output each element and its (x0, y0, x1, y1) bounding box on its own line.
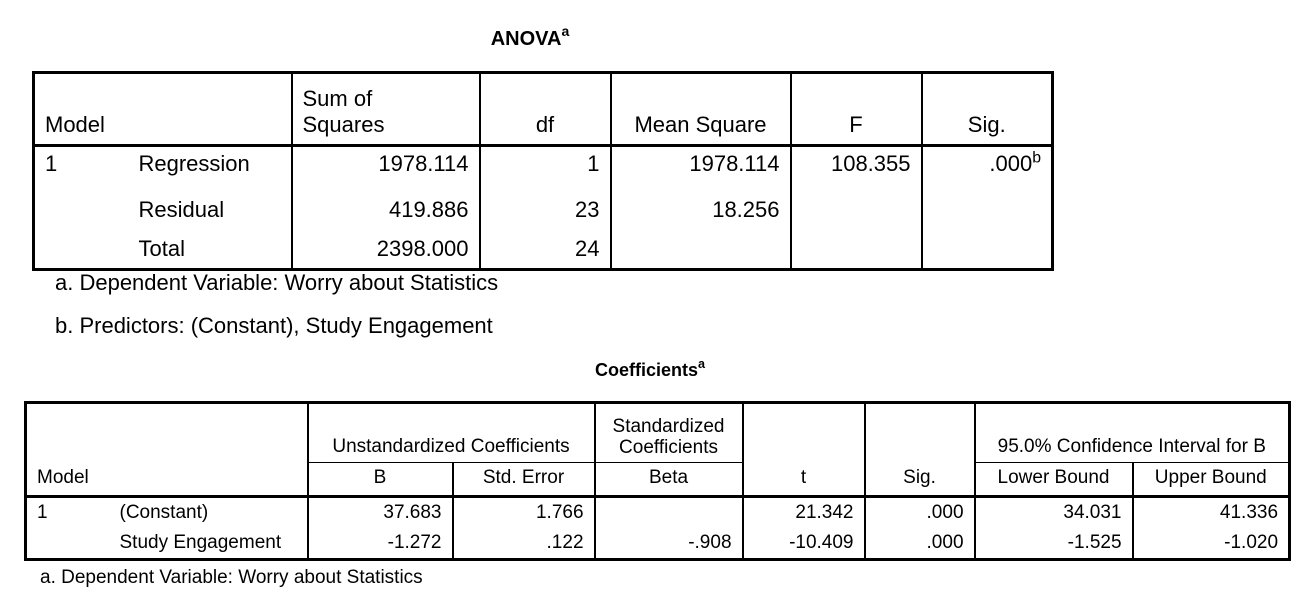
anova-cell-df: 1 (480, 146, 611, 191)
coefficients-cell-se: 1.766 (453, 497, 595, 529)
coefficients-cell-se: .122 (453, 528, 595, 560)
anova-header-f: F (791, 73, 922, 146)
coefficients-table (24, 401, 1291, 561)
coefficients-header-lower-bound: Lower Bound (975, 463, 1133, 497)
coefficients-header-std-error: Std. Error (453, 463, 595, 497)
coefficients-header-row-1 (26, 403, 1290, 463)
coefficients-header-standardized (595, 403, 743, 463)
anova-cell-df: 24 (480, 229, 611, 270)
anova-row-residual (34, 190, 1053, 229)
coefficients-header-confidence-interval: 95.0% Confidence Interval for B (975, 403, 1290, 463)
anova-header-sig: Sig. (922, 73, 1053, 146)
anova-header-blank (129, 73, 292, 146)
anova-title (480, 22, 580, 51)
coefficients-cell-t: -10.409 (743, 528, 865, 560)
coefficients-row-study-engagement (26, 528, 1290, 560)
anova-row-label: Total (138, 235, 185, 261)
coefficients-header-std-line2: Coefficients (619, 437, 718, 458)
coefficients-row-label: Study Engagement (119, 532, 282, 553)
anova-cell-f (791, 190, 922, 229)
coefficients-model-number: 1 (37, 502, 48, 523)
coefficients-cell-beta (595, 497, 743, 529)
coefficients-cell-lower: 34.031 (975, 497, 1133, 529)
anova-row-label: Residual (138, 196, 225, 222)
anova-header-mean-square: Mean Square (611, 73, 791, 146)
anova-table (32, 71, 1054, 271)
anova-cell-sig (922, 146, 1053, 191)
anova-row-label: Regression (138, 151, 250, 176)
coefficients-header-sig: Sig. (865, 403, 975, 497)
coefficients-header-model (26, 403, 308, 497)
coefficients-header-unstandardized: Unstandardized Coefficients (308, 403, 595, 463)
anova-row-regression (34, 146, 1053, 191)
anova-model-number: 1 (45, 151, 58, 176)
coefficients-row-constant (26, 497, 1290, 529)
anova-cell-ms (611, 229, 791, 270)
anova-footnote-a: a. Dependent Variable: Worry about Statistics (55, 270, 499, 295)
coefficients-title-text: Coefficients (594, 360, 698, 380)
coefficients-cell-upper: 41.336 (1133, 497, 1290, 529)
coefficients-footnote-a: a. Dependent Variable: Worry about Statistics (40, 567, 423, 588)
coefficients-cell-b: -1.272 (308, 528, 453, 560)
anova-header-row (34, 73, 1053, 146)
coefficients-header-beta: Beta (595, 463, 743, 497)
anova-model-blank (34, 229, 129, 270)
anova-cell-ms: 18.256 (611, 190, 791, 229)
coefficients-header-b: B (308, 463, 453, 497)
anova-cell-df: 23 (480, 190, 611, 229)
anova-cell-f: 108.355 (791, 146, 922, 191)
coefficients-cell-t: 21.342 (743, 497, 865, 529)
coefficients-title-footnote-marker: a (698, 356, 706, 371)
anova-cell-ms: 1978.114 (611, 146, 791, 191)
coefficients-row-label: (Constant) (119, 502, 209, 523)
anova-cell-ss: 1978.114 (292, 146, 480, 191)
coefficients-cell-upper: -1.020 (1133, 528, 1290, 560)
anova-model-blank (34, 190, 129, 229)
anova-sig-footnote-marker: b (1032, 149, 1041, 167)
anova-header-ss-line2: Squares (302, 112, 385, 137)
anova-sig-value: .000 (989, 151, 1033, 176)
coefficients-header-upper-bound: Upper Bound (1133, 463, 1290, 497)
anova-footnote-b: b. Predictors: (Constant), Study Engagement (55, 313, 493, 338)
coefficients-cell-lower: -1.525 (975, 528, 1133, 560)
anova-header-df: df (480, 73, 611, 146)
anova-row-total (34, 229, 1053, 270)
anova-header-sum-of-squares (292, 73, 480, 146)
anova-cell-sig (922, 229, 1053, 270)
anova-cell-f (791, 229, 922, 270)
coefficients-header-model-label: Model (37, 467, 89, 488)
coefficients-header-t: t (743, 403, 865, 497)
coefficients-header-std-line1: Standardized (612, 416, 725, 437)
coefficients-cell-beta: -.908 (595, 528, 743, 560)
coefficients-title (560, 356, 740, 381)
anova-cell-ss: 2398.000 (292, 229, 480, 270)
coefficients-cell-b: 37.683 (308, 497, 453, 529)
anova-title-footnote-marker: a (561, 22, 570, 39)
anova-cell-ss: 419.886 (292, 190, 480, 229)
anova-header-ss-line1: Sum of (302, 86, 373, 111)
anova-header-model: Model (34, 73, 129, 146)
anova-title-text: ANOVA (490, 28, 562, 50)
coefficients-cell-sig: .000 (865, 528, 975, 560)
anova-cell-sig (922, 190, 1053, 229)
coefficients-model-blank (26, 528, 110, 560)
coefficients-cell-sig: .000 (865, 497, 975, 529)
